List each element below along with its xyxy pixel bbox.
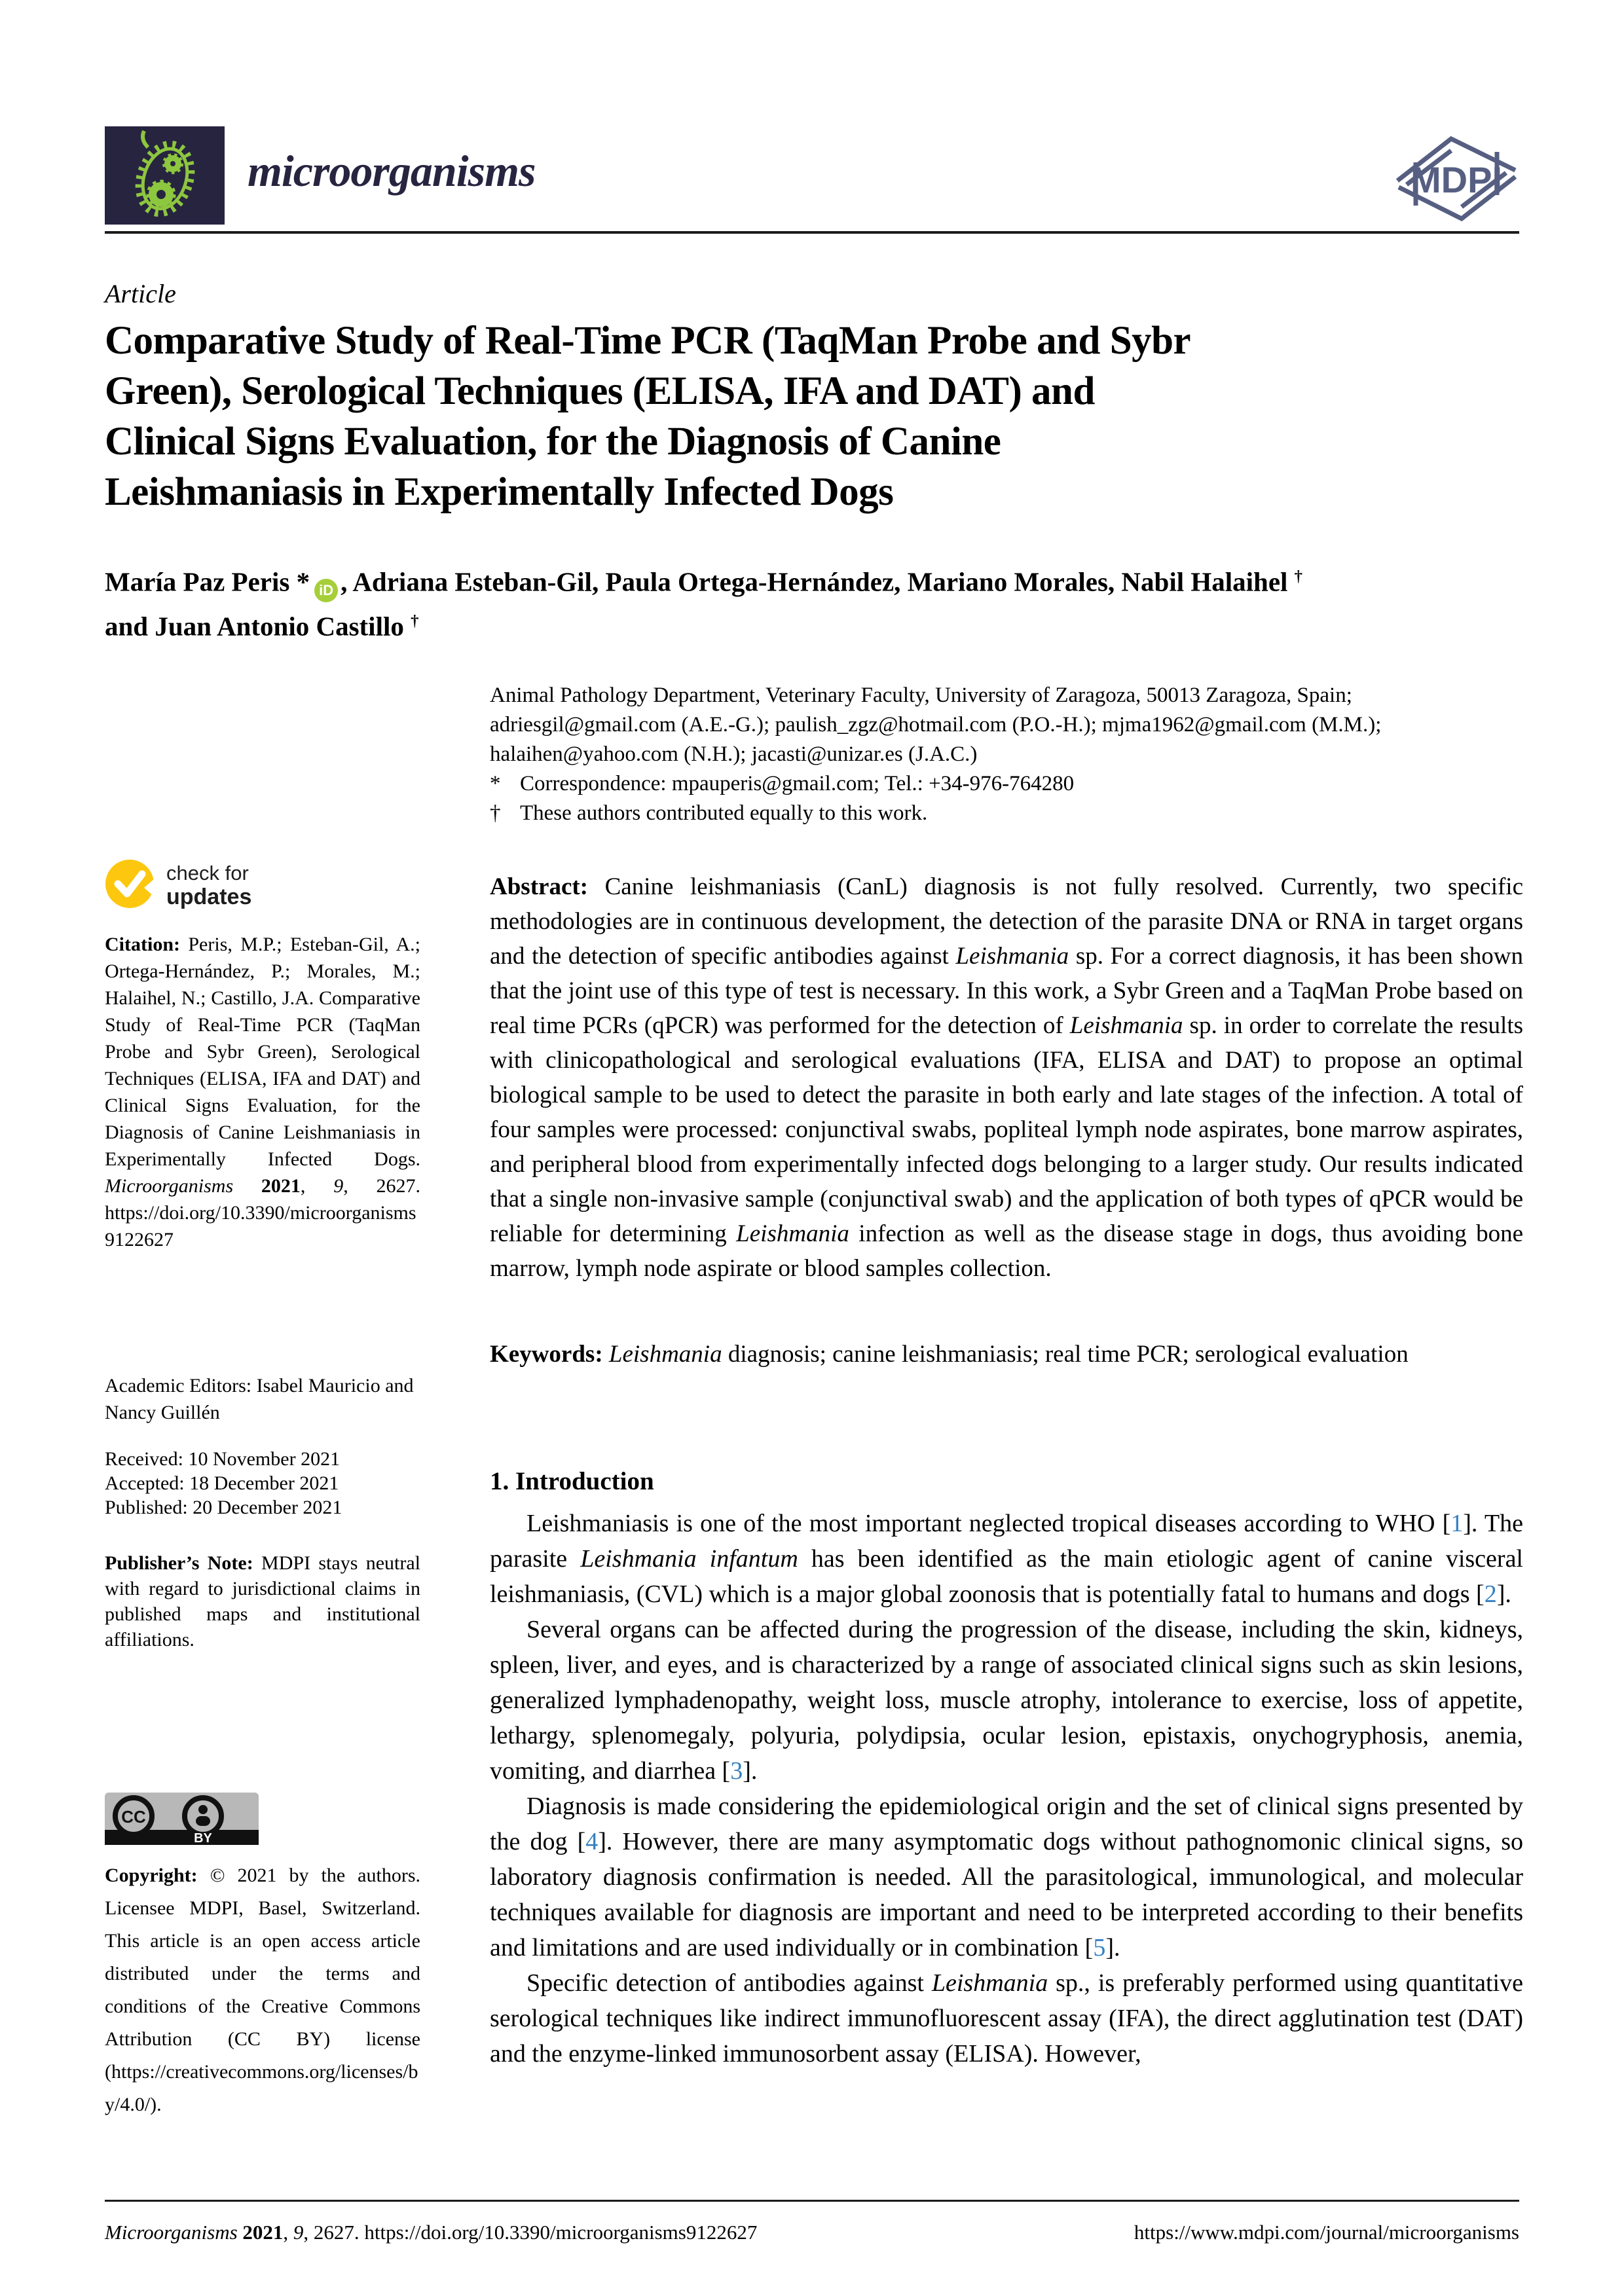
copyright-block: Copyright: © 2021 by the authors. Licensee MDPI, Basel, Switzerland. This article is an open access article distributed under the terms and conditions of the Creative Commons Attribution (CC BY) license (https://creativecommons.org/licenses/by/4.0/). xyxy=(105,1865,420,2115)
reference-link[interactable]: 5 xyxy=(1093,1934,1106,1961)
correspondence-line xyxy=(490,769,1531,799)
check-for-updates-icon xyxy=(105,859,155,912)
person-icon xyxy=(198,1805,208,1814)
cc-by-license-badge[interactable] xyxy=(105,1793,259,1845)
reference-link[interactable]: 4 xyxy=(585,1828,599,1855)
introduction-body xyxy=(490,1506,1523,2071)
orcid-icon[interactable]: iD xyxy=(314,579,338,602)
check-for-updates-label: check for updates xyxy=(166,861,252,909)
authors-line-2: and Juan Antonio Castillo † xyxy=(105,611,419,642)
mdpi-logo[interactable] xyxy=(1387,128,1524,230)
contribution-marker: † xyxy=(490,801,501,825)
intro-paragraph-1: Leishmaniasis is one of the most important neglected tropical diseases according to WHO [1]. The parasite Leishmania infantum has been identified as the main etiologic agent of canine visceral leishmaniasis, (CVL) which is a major global zoonosis that is potentially fatal to humans and dogs [2]. xyxy=(490,1510,1523,1608)
authors-block xyxy=(105,558,1529,645)
reference-link[interactable]: 1 xyxy=(1450,1510,1464,1537)
journal-wordmark: microorganisms xyxy=(248,146,536,196)
contribution-line xyxy=(490,799,1531,828)
intro-paragraph-2: Several organs can be affected during the progression of the disease, including the skin, kidneys, spleen, liver, and eyes, and is characterized by a range of associated clinical signs such as skin lesions, generalized lymphadenopathy, weight loss, muscle atrophy, intolerance to exercise, loss of appetite, lethargy, splenomegaly, polyuria, polydipsia, ocular lesion, epistaxis, onychogryphosis, anemia, vomiting, and diarrhea [3]. xyxy=(490,1616,1523,1785)
affiliation-line: Animal Pathology Department, Veterinary Faculty, University of Zaragoza, 50013 Zaragoza, Spain; adriesgil@gmail.com (A.E.-G.); paulish_zgz@hotmail.com (P.O.-H.); mjma1962@gmail.com (M.M.); halaihen@yahoo.com (N.H.); jacasti@unizar.es (J.A.C.) xyxy=(490,683,1382,766)
footer-rule xyxy=(105,2200,1519,2202)
reference-link[interactable]: 3 xyxy=(730,1757,743,1785)
citation-block: Citation: Peris, M.P.; Esteban-Gil, A.; Ortega-Hernández, P.; Morales, M.; Halaihel, N.; Castillo, J.A. Comparative Study of Real-Time PCR (TaqMan Probe and Sybr Green), Serological Techniques (ELISA, IFA and DAT) and Clinical Signs Evaluation, for the Diagnosis of Canine Leishmaniasis in Experimentally Infected Dogs. Microorganisms 2021, 9, 2627. https://doi.org/10.3390/microorganisms9122627 xyxy=(105,934,420,1250)
correspondence-marker: * xyxy=(490,772,501,795)
intro-paragraph-3: Diagnosis is made considering the epidemiological origin and the set of clinical signs presented by the dog [4]. However, there are many asymptomatic dogs without pathognomonic clinical signs, so laboratory diagnosis confirmation is needed. All the parasitological, immunological, and molecular techniques available for diagnosis are important and need to be interpreted according to their benefits and limitations and are used individually or in combination [5]. xyxy=(490,1793,1523,1961)
authors-line-1: María Paz Peris * iD , Adriana Esteban-Gil, Paula Ortega-Hernández, Mariano Morales, Nabil Halaihel † xyxy=(105,558,1529,602)
affiliation-block xyxy=(490,681,1531,828)
header-rule xyxy=(105,231,1519,234)
keywords: Keywords: Leishmania diagnosis; canine leishmaniasis; real time PCR; serological evaluation xyxy=(490,1341,1409,1368)
publishers-note: Publisher’s Note: MDPI stays neutral with regard to jurisdictional claims in published maps and institutional affiliations. xyxy=(105,1552,420,1650)
dates-block xyxy=(105,1447,420,1520)
cc-icon: CC xyxy=(121,1807,146,1827)
intro-paragraph-4: Specific detection of antibodies against Leishmania sp., is preferably performed using quantitative serological techniques like indirect immunofluorescent assay (IFA), the direct agglutination test (DAT) and the enzyme-linked immunosorbent assay (ELISA). However, xyxy=(490,1969,1523,2068)
mdpi-wordmark: MDPI xyxy=(1411,159,1502,200)
footer-journal-url[interactable]: https://www.mdpi.com/journal/microorganisms xyxy=(1134,2221,1519,2244)
correspondence-text: Correspondence: mpauperis@gmail.com; Tel.: +34-976-764280 xyxy=(520,772,1075,795)
article-type-label: Article xyxy=(105,279,176,308)
reference-link[interactable]: 2 xyxy=(1484,1580,1497,1608)
check-for-updates-badge[interactable] xyxy=(105,859,380,912)
accepted-date: Accepted: 18 December 2021 xyxy=(105,1472,339,1494)
published-date: Published: 20 December 2021 xyxy=(105,1497,342,1518)
article-title: Comparative Study of Real-Time PCR (TaqMan Probe and Sybr Green), Serological Techniques (ELISA, IFA and DAT) and Clinical Signs Evaluation, for the Diagnosis of Canine Leishmaniasis in Experimentally Infected Dogs xyxy=(105,319,1191,514)
contribution-text: These authors contributed equally to this work. xyxy=(520,801,928,825)
by-label: BY xyxy=(194,1831,212,1845)
footer-journal-reference: Microorganisms 2021, 9, 2627. https://doi.org/10.3390/microorganisms9122627 xyxy=(105,2221,758,2244)
abstract: Abstract: Canine leishmaniasis (CanL) diagnosis is not fully resolved. Currently, two specific methodologies are in continuous development, the detection of the parasite DNA or RNA in target organs and the detection of specific antibodies against Leishmania sp. For a correct diagnosis, it has been shown that the joint use of this type of test is necessary. In this work, a Sybr Green and a TaqMan Probe based on real time PCRs (qPCR) was performed for the detection of Leishmania sp. in order to correlate the results with clinicopathological and serological evaluations (IFA, ELISA and DAT) to propose an optimal biological sample to be used to detect the parasite in both early and late stages of the infection. A total of four samples were processed: conjunctival swabs, popliteal lymph node aspirates, bone marrow aspirates, and peripheral blood from experimentally infected dogs belonging to a larger study. Our results indicated that a single non-invasive sample (conjunctival swab) and the application of both types of qPCR would be reliable for determining Leishmania infection as well as the disease stage in dogs, thus avoiding bone marrow, lymph node aspirate or blood samples collection. xyxy=(490,873,1524,1282)
academic-editors: Academic Editors: Isabel Mauricio and Nancy Guillén xyxy=(105,1375,414,1423)
received-date: Received: 10 November 2021 xyxy=(105,1448,341,1470)
section-heading-introduction: 1. Introduction xyxy=(490,1467,654,1495)
journal-logo-icon xyxy=(105,126,225,225)
